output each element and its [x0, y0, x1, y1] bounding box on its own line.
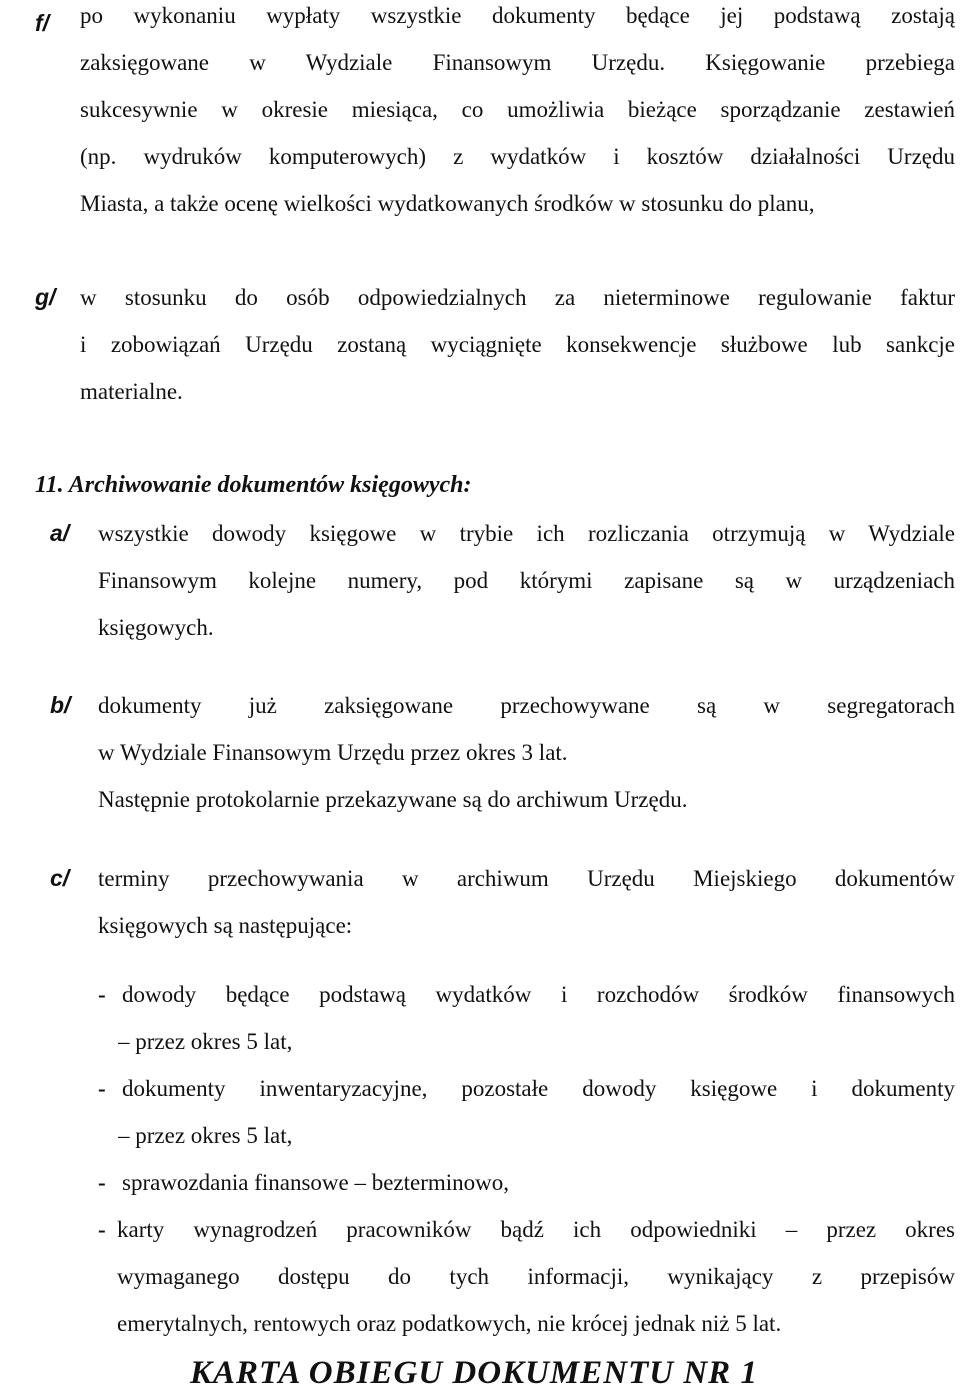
- list-item-line: emerytalnych, rentowych oraz podatkowych, nie krócej jednak niż 5 lat.: [117, 1311, 782, 1336]
- list-item: [122, 1065, 955, 1112]
- section-c-text: [98, 855, 955, 949]
- section-b-label: b/: [50, 692, 71, 718]
- section-a-line: Finansowym kolejne numery, pod którymi zapisane są w urządzeniach: [98, 568, 955, 593]
- section-f-line: Miasta, a także ocenę wielkości wydatkowanych środków w stosunku do planu,: [80, 191, 815, 216]
- section-f-label: f/: [35, 10, 50, 36]
- list-item-continuation: [118, 1112, 955, 1159]
- section-c-label: c/: [50, 865, 70, 891]
- section-a-text: [98, 510, 955, 651]
- section-f-line: (np. wydruków komputerowych) z wydatków i kosztów działalności Urzędu: [80, 144, 955, 169]
- list-item-line: wymaganego dostępu do tych informacji, wynikający z przepisów: [117, 1264, 955, 1289]
- section-b-text: [98, 682, 955, 823]
- list-item-line: dowody będące podstawą wydatków i rozchodów środków finansowych: [122, 982, 955, 1007]
- section-g-line: materialne.: [80, 379, 183, 404]
- list-item-dash: -: [98, 1170, 106, 1195]
- list-item-line: sprawozdania finansowe – bezterminowo,: [122, 1170, 510, 1195]
- list-item-dash: -: [98, 1076, 106, 1101]
- section-f-line: po wykonaniu wypłaty wszystkie dokumenty będące jej podstawą zostają: [80, 3, 955, 28]
- list-item-line: – przez okres 5 lat,: [118, 1029, 293, 1054]
- section-c-line: księgowych są następujące:: [98, 913, 353, 938]
- list-item-continuation: [118, 1018, 955, 1065]
- section-c-line: terminy przechowywania w archiwum Urzędu Miejskiego dokumentów: [98, 866, 955, 891]
- list-item: [117, 1206, 955, 1347]
- section-g-label: g/: [35, 284, 56, 310]
- section-a-line: wszystkie dowody księgowe w trybie ich rozliczania otrzymują w Wydziale: [98, 521, 955, 546]
- list-item: [122, 1159, 955, 1206]
- section-g-line: w stosunku do osób odpowiedzialnych za nieterminowe regulowanie faktur: [80, 285, 955, 310]
- section-a-label: a/: [50, 520, 70, 546]
- section-g-text: [80, 274, 955, 415]
- list-item-line: karty wynagrodzeń pracowników bądź ich odpowiedniki – przez okres: [117, 1217, 955, 1242]
- document-footer-title: KARTA OBIEGU DOKUMENTU NR 1: [190, 1355, 758, 1391]
- section-f-text: [80, 0, 955, 227]
- list-item: [122, 971, 955, 1018]
- list-item-dash: -: [98, 982, 106, 1007]
- section-f-line: zaksięgowane w Wydziale Finansowym Urzędu. Księgowanie przebiega: [80, 50, 955, 75]
- section-b-line: dokumenty już zaksięgowane przechowywane są w segregatorach: [98, 693, 955, 718]
- section-11-heading: 11. Archiwowanie dokumentów księgowych:: [35, 472, 472, 498]
- list-item-dash: -: [98, 1217, 106, 1242]
- section-b-line: Następnie protokolarnie przekazywane są do archiwum Urzędu.: [98, 787, 688, 812]
- list-item-line: – przez okres 5 lat,: [118, 1123, 293, 1148]
- section-f-line: sukcesywnie w okresie miesiąca, co umożliwia bieżące sporządzanie zestawień: [80, 97, 955, 122]
- section-b-line: w Wydziale Finansowym Urzędu przez okres 3 lat.: [98, 740, 568, 765]
- list-item-line: dokumenty inwentaryzacyjne, pozostałe dowody księgowe i dokumenty: [122, 1076, 955, 1101]
- section-g-line: i zobowiązań Urzędu zostaną wyciągnięte konsekwencje służbowe lub sankcje: [80, 332, 955, 357]
- section-a-line: księgowych.: [98, 615, 214, 640]
